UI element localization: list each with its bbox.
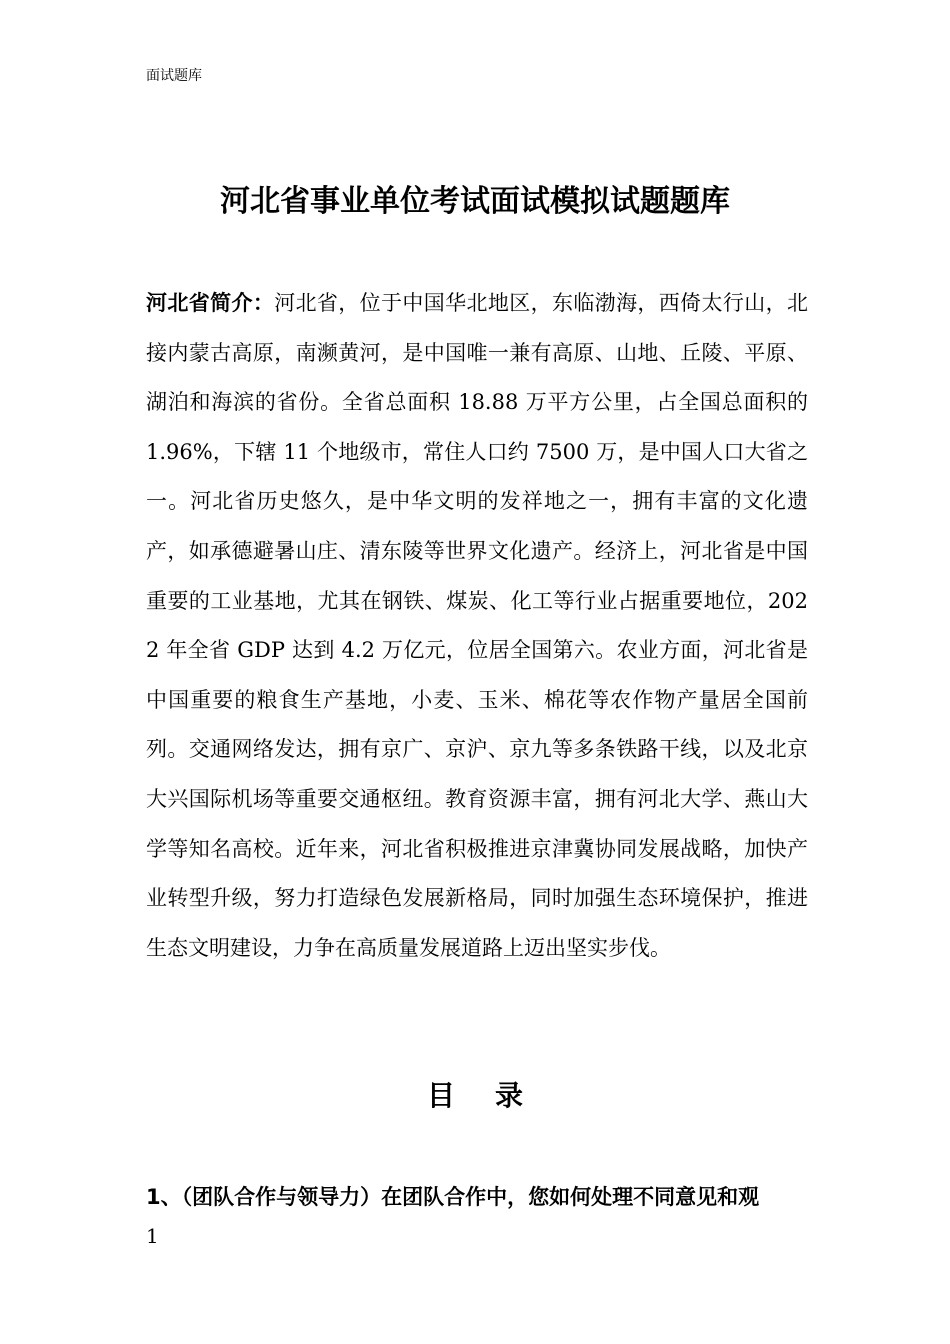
toc-item: 1、（团队合作与领导力）在团队合作中，您如何处理不同意见和观 [146,1185,760,1209]
intro-text: 河北省，位于中国华北地区，东临渤海，西倚太行山，北接内蒙古高原，南濒黄河，是中国唯一兼有高原、山地、丘陵、平原、湖泊和海滨的省份。全省总面积 18.88 万平方公里，占全国总面积的 1.96%，下辖 11 个地级市，常住人口约 7500 万，是中国人口大省之一。河北省历史悠久，是中华文明的发祥地之一，拥有丰富的文化遗产，如承德避暑山庄、清东陵等世界文化遗产。经济上，河北省是中国重要的工业基地，尤其在钢铁、煤炭、化工等行业占据重要地位，2022 年全省 GDP 达到 4.2 万亿元，位居全国第六。农业方面，河北省是中国重要的粮食生产基地，小麦、玉米、棉花等农作物产量居全国前列。交通网络发达，拥有京广、京沪、京九等多条铁路干线，以及北京大兴国际机场等重要交通枢纽。教育资源丰富，拥有河北大学、燕山大学等知名高校。近年来，河北省积极推进京津冀协同发展战略，加快产业转型升级，努力打造绿色发展新格局，同时加强生态环境保护，推进生态文明建设，力争在高质量发展道路上迈出坚实步伐。 [146,291,809,960]
document-title: 河北省事业单位考试面试模拟试题题库 [220,184,730,219]
intro-label: 河北省简介： [146,291,275,315]
page-number: 1 [146,1224,159,1248]
intro-paragraph [146,279,808,973]
toc-title: 目录 [426,1079,563,1112]
page-header-text: 面试题库 [146,68,202,84]
